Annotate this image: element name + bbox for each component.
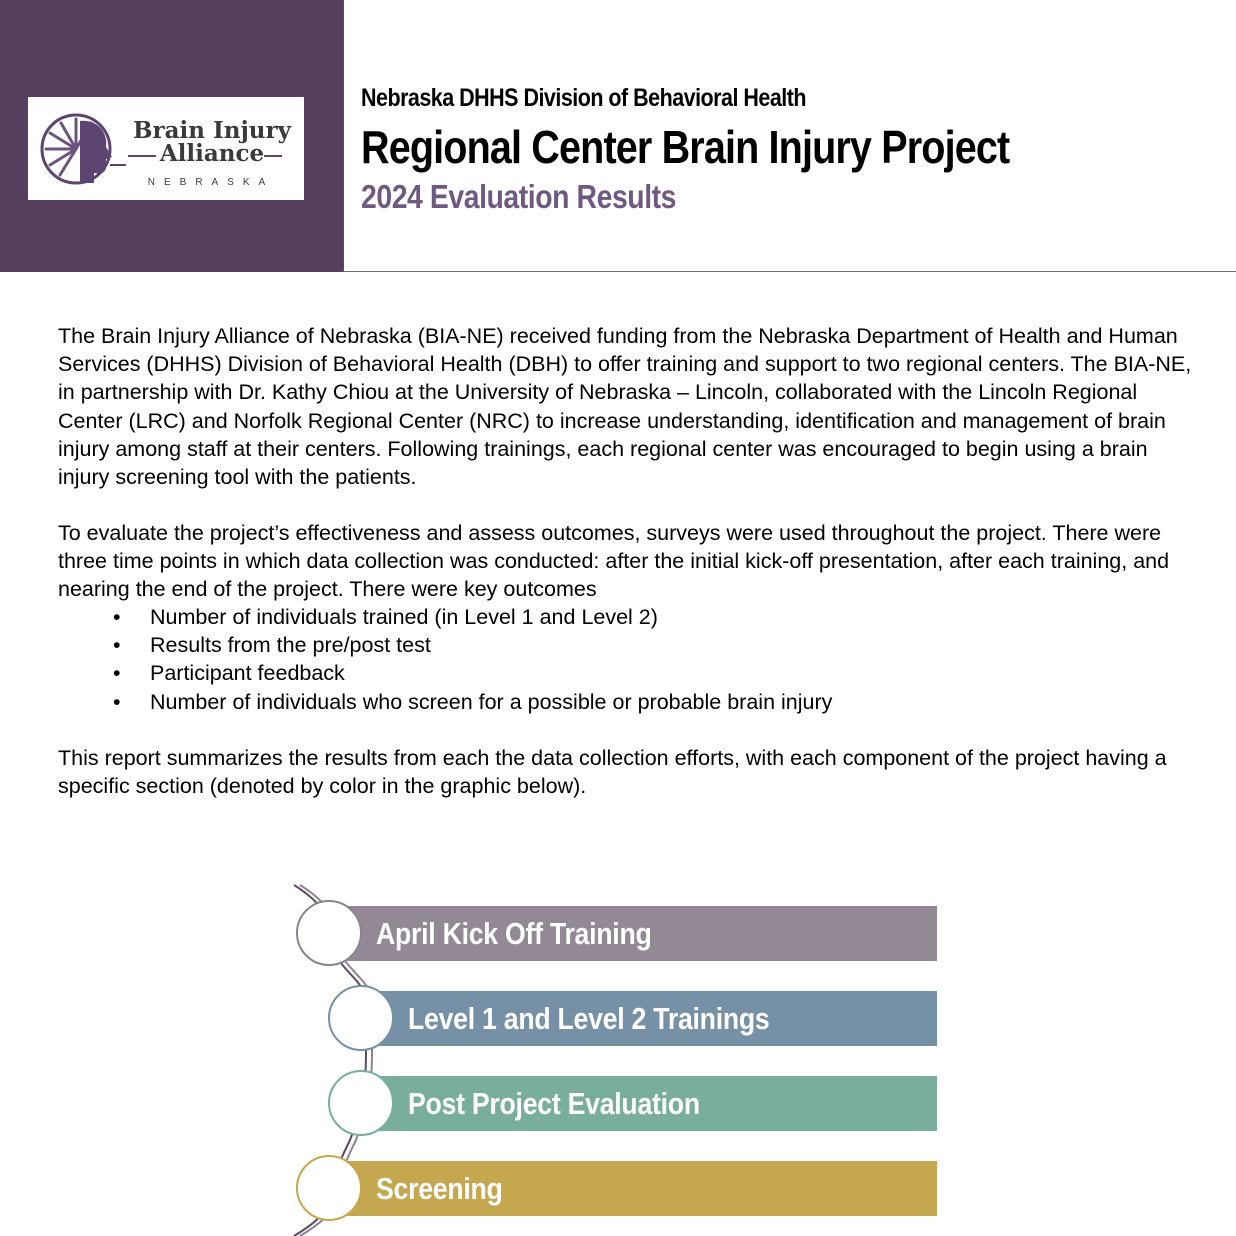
bullet-icon: • bbox=[113, 689, 121, 714]
list-item-text: Number of individuals who screen for a possible or probable brain injury bbox=[150, 689, 833, 714]
logo-line-2: Alliance bbox=[159, 140, 265, 167]
evaluation-paragraph: To evaluate the project’s effectiveness and assess outcomes, surveys were used throughout the project. There were three time points in which data collection was conducted: after the initial kick-off presentation, after each training, and nearing the end of the project. There were key outcomes bbox=[58, 521, 1170, 602]
step-screening-label: Screening bbox=[376, 1171, 503, 1206]
step-post-marker bbox=[328, 1070, 394, 1136]
step-levels-label: Level 1 and Level 2 Trainings bbox=[408, 1001, 770, 1036]
step-post-label: Post Project Evaluation bbox=[408, 1086, 700, 1121]
bullet-icon: • bbox=[113, 633, 121, 658]
list-item-text: Participant feedback bbox=[150, 661, 345, 686]
header-kicker: Nebraska DHHS Division of Behavioral Health bbox=[361, 84, 806, 112]
list-item-text: Results from the pre/post test bbox=[150, 633, 431, 658]
step-levels-bar bbox=[360, 991, 937, 1046]
step-kickoff-marker bbox=[296, 900, 362, 966]
step-post-bar bbox=[360, 1076, 937, 1131]
list-item-text: Number of individuals trained (in Level 1 and Level 2) bbox=[150, 605, 658, 629]
intro-paragraph: The Brain Injury Alliance of Nebraska (BIA-NE) received funding from the Nebraska Department of Health and Human Services (DHHS) Division of Behavioral Health (DBH) to offer training and support to two regional centers. The BIA-NE, in partnership with Dr. Kathy Chiou at the University of Nebraska – Lincoln, collaborated with the Lincoln Regional Center (LRC) and Norfolk Regional Center (NRC) to increase understanding, identification and management of brain injury among staff at their centers. Following trainings, each regional center was encouraged to begin using a brain injury screening tool with the patients. bbox=[58, 324, 1192, 490]
logo-state: NEBRASKA bbox=[147, 177, 275, 188]
step-levels-marker bbox=[328, 985, 394, 1051]
bullet-icon: • bbox=[113, 605, 121, 629]
step-kickoff-bar bbox=[327, 906, 937, 961]
step-screening-bar bbox=[327, 1161, 937, 1216]
summary-paragraph: This report summarizes the results from each the data collection efforts, with each component of the project having a specific section (denoted by color in the graphic below). bbox=[58, 746, 1167, 799]
logo-line-1: Brain Injury bbox=[133, 117, 291, 144]
page-title: Regional Center Brain Injury Project bbox=[361, 121, 1010, 173]
step-kickoff-label: April Kick Off Training bbox=[376, 916, 652, 951]
step-screening-marker bbox=[296, 1155, 362, 1221]
bullet-icon: • bbox=[113, 661, 121, 686]
page-subtitle: 2024 Evaluation Results bbox=[361, 178, 677, 215]
